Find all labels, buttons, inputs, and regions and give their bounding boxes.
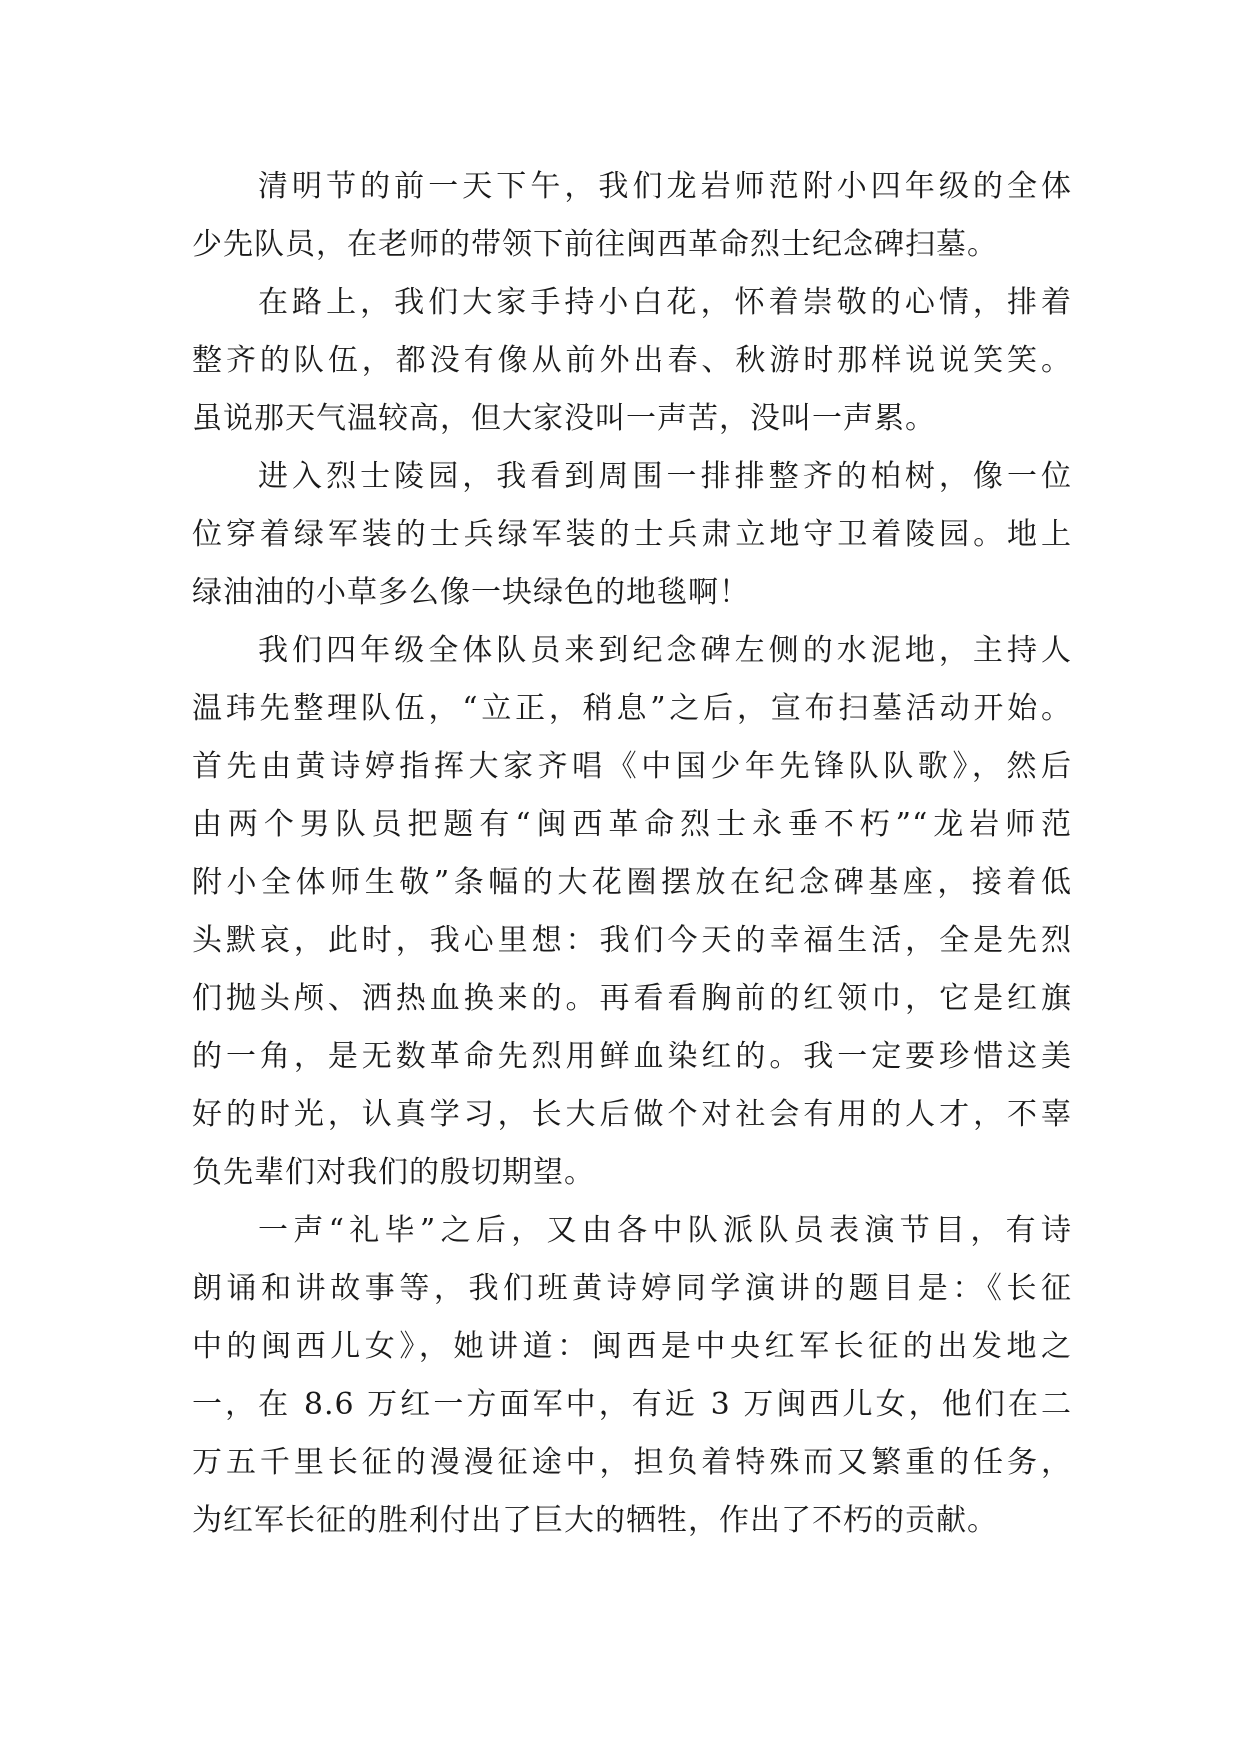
text-line: 一声“礼毕”之后，又由各中队派队员表演节目，有诗 [258,1213,1072,1248]
text-line: 温玮先整理队伍，“立正，稍息”之后，宣布扫墓活动开始。 [192,691,1072,726]
text-line: 负先辈们对我们的殷切期望。 [192,1155,595,1190]
document-body [192,158,1072,1550]
text-line: 朗诵和讲故事等，我们班黄诗婷同学演讲的题目是：《长征 [192,1271,1072,1306]
text-line: 整齐的队伍，都没有像从前外出春、秋游时那样说说笑笑。 [192,343,1072,378]
text-line: 万五千里长征的漫漫征途中，担负着特殊而又繁重的任务， [192,1445,1072,1480]
paragraph-3 [192,448,1072,622]
text-line: 头默哀，此时，我心里想：我们今天的幸福生活，全是先烈 [192,923,1072,958]
paragraph-5 [192,1202,1072,1550]
text-line: 附小全体师生敬”条幅的大花圈摆放在纪念碑基座，接着低 [192,865,1072,900]
text-line: 在路上，我们大家手持小白花，怀着崇敬的心情，排着 [258,285,1072,320]
text-line: 位穿着绿军装的士兵绿军装的士兵肃立地守卫着陵园。地上 [192,517,1072,552]
text-line: 由两个男队员把题有“闽西革命烈士永垂不朽”“龙岩师范 [192,807,1072,842]
text-line: 进入烈士陵园，我看到周围一排排整齐的柏树，像一位 [258,459,1072,494]
text-line: 首先由黄诗婷指挥大家齐唱《中国少年先锋队队歌》，然后 [192,749,1072,784]
paragraph-4 [192,622,1072,1202]
text-line: 清明节的前一天下午，我们龙岩师范附小四年级的全体 [258,169,1072,204]
paragraph-1 [192,158,1072,274]
text-line: 们抛头颅、洒热血换来的。再看看胸前的红领巾，它是红旗 [192,981,1072,1016]
text-line: 为红军长征的胜利付出了巨大的牺牲，作出了不朽的贡献。 [192,1503,998,1538]
paragraph-2 [192,274,1072,448]
text-line: 少先队员，在老师的带领下前往闽西革命烈士纪念碑扫墓。 [192,227,998,262]
text-line: 一，在 8.6 万红一方面军中，有近 3 万闽西儿女，他们在二 [192,1387,1072,1422]
text-line: 好的时光，认真学习，长大后做个对社会有用的人才，不辜 [192,1097,1072,1132]
text-line: 绿油油的小草多么像一块绿色的地毯啊！ [192,575,750,610]
text-line: 的一角，是无数革命先烈用鲜血染红的。我一定要珍惜这美 [192,1039,1072,1074]
text-line: 虽说那天气温较高，但大家没叫一声苦，没叫一声累。 [192,401,936,436]
text-line: 我们四年级全体队员来到纪念碑左侧的水泥地，主持人 [258,633,1072,668]
text-line: 中的闽西儿女》，她讲道：闽西是中央红军长征的出发地之 [192,1329,1072,1364]
